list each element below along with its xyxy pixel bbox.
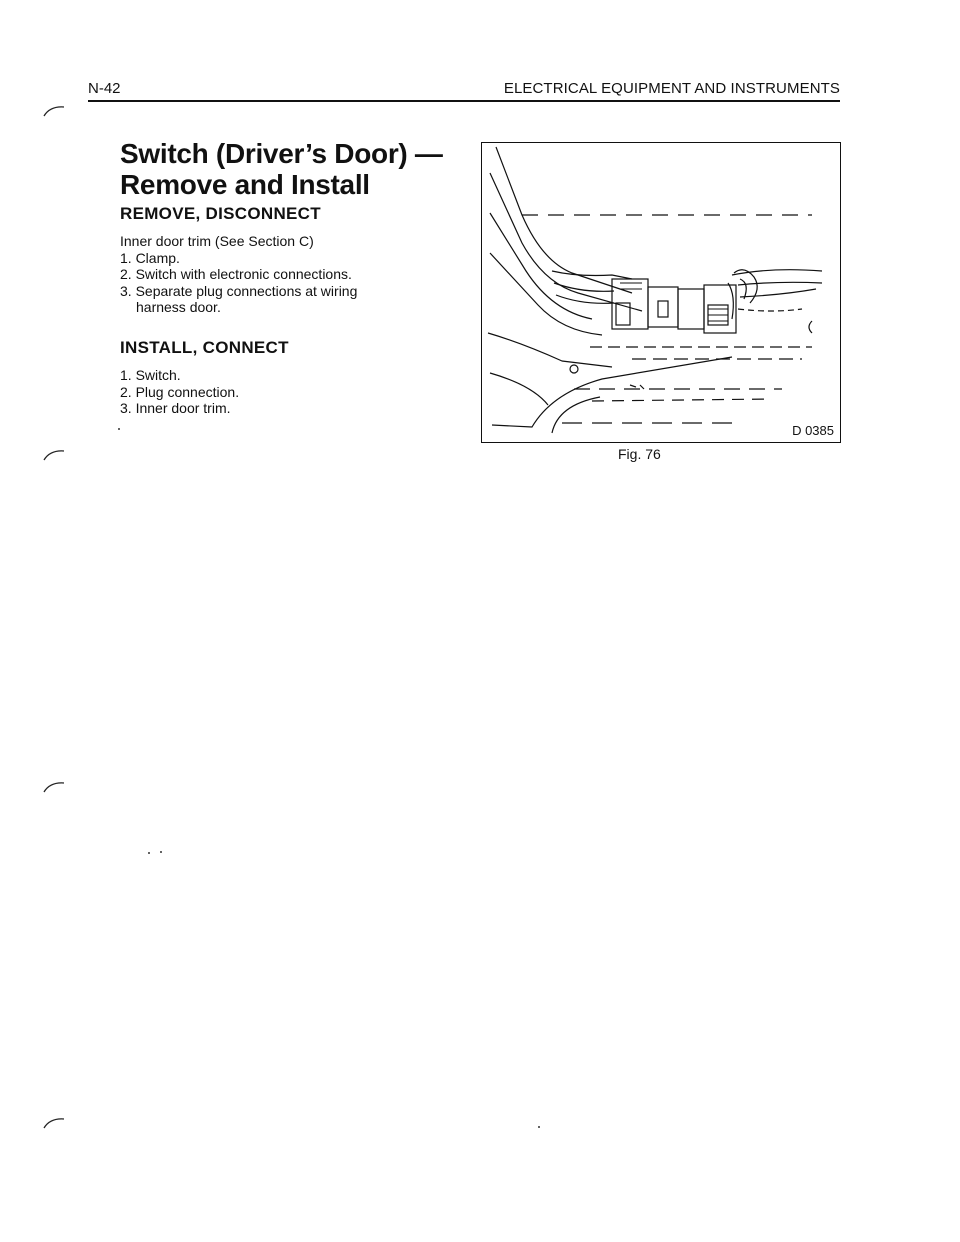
remove-step-3: 3. Separate plug connections at wiring	[120, 282, 358, 299]
section-title	[120, 138, 460, 200]
remove-step-2: 2. Switch with electronic connections.	[120, 266, 352, 282]
section-title-line-1: Switch (Driver’s Door) —	[120, 138, 443, 169]
section-title-line-2: Remove and Install	[120, 169, 370, 200]
scan-speck	[538, 1126, 540, 1128]
margin-curl-mark	[42, 1116, 66, 1130]
page-number: N-42	[88, 80, 121, 97]
remove-intro: Inner door trim (See Section C)	[120, 233, 314, 249]
install-steps	[120, 367, 239, 417]
install-step-3: 3. Inner door trim.	[120, 400, 231, 416]
scan-speck	[160, 851, 162, 853]
connector-line-drawing	[482, 143, 840, 442]
remove-steps	[120, 233, 357, 316]
figure-caption: Fig. 76	[618, 446, 661, 462]
margin-curl-mark	[42, 780, 66, 794]
margin-curl-mark	[42, 104, 66, 118]
scan-speck	[148, 852, 150, 854]
install-step-1: 1. Switch.	[120, 367, 181, 383]
page-header	[88, 78, 840, 102]
install-heading: INSTALL, CONNECT	[120, 338, 289, 357]
remove-step-3-continued: harness door.	[136, 299, 221, 315]
switch-connector-figure	[481, 142, 841, 443]
remove-heading: REMOVE, DISCONNECT	[120, 204, 321, 223]
install-step-2: 2. Plug connection.	[120, 383, 240, 400]
running-head: ELECTRICAL EQUIPMENT AND INSTRUMENTS	[503, 80, 840, 97]
figure-code: D 0385	[792, 423, 834, 438]
scan-speck	[118, 428, 120, 430]
margin-curl-mark	[42, 448, 66, 462]
remove-step-1: 1. Clamp.	[120, 249, 180, 266]
